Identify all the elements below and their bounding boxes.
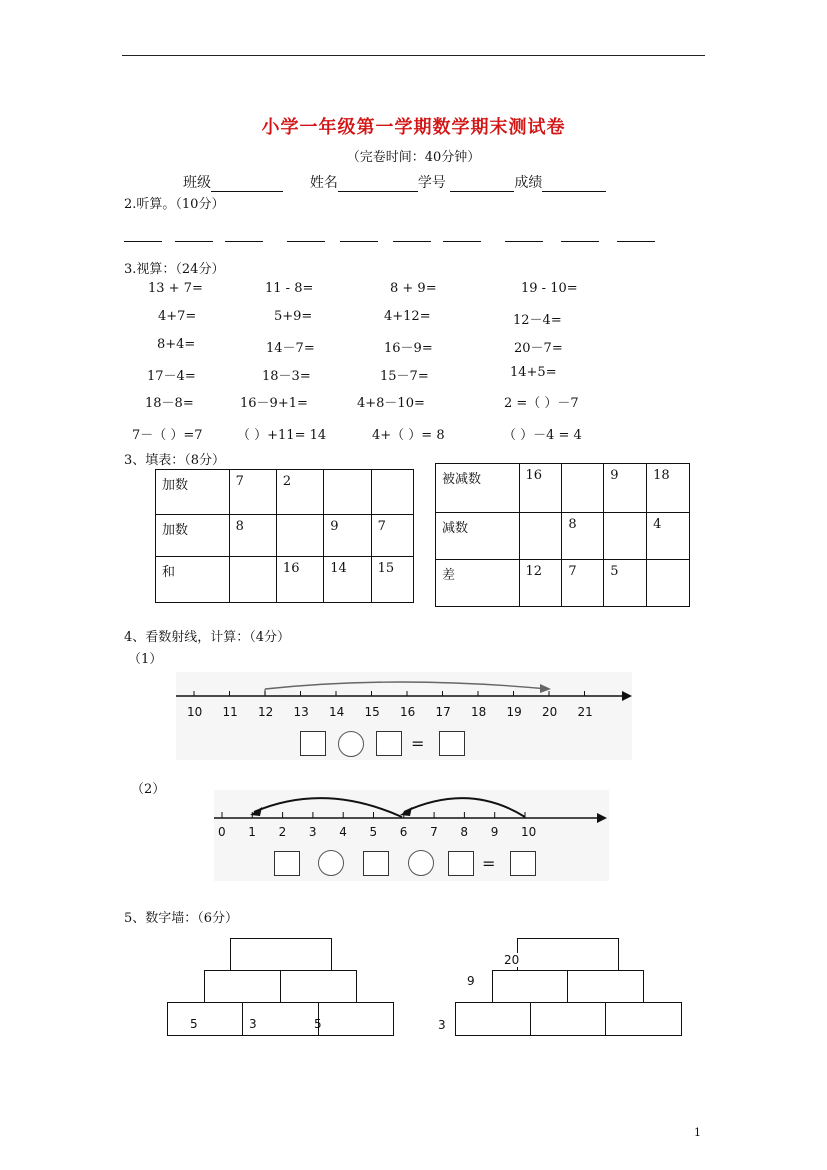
table-cell: 15	[371, 557, 413, 603]
student-info-line	[183, 172, 606, 192]
subtraction-table	[435, 463, 690, 607]
table-cell: 16	[276, 557, 323, 603]
equals-sign: =	[482, 854, 496, 873]
tick-label: 6	[399, 825, 408, 839]
wall-number: 3	[249, 1017, 257, 1031]
tick-label: 20	[542, 705, 558, 719]
table-cell: 和	[156, 557, 230, 603]
score-field[interactable]	[542, 178, 606, 192]
problem: （ ）－4 = 4	[503, 428, 582, 443]
table-cell: 9	[324, 515, 371, 557]
problem: 12－4=	[513, 313, 562, 328]
tick-label: 12	[258, 705, 274, 719]
operator-circle[interactable]	[338, 731, 364, 757]
answer-blank[interactable]	[505, 241, 543, 242]
answer-box[interactable]	[448, 851, 474, 876]
problem: 19 - 10=	[521, 281, 578, 296]
table-cell: 加数	[156, 515, 230, 557]
problem: 8 + 9=	[390, 281, 437, 296]
answer-blank[interactable]	[617, 241, 655, 242]
tick-label: 1	[248, 825, 256, 839]
wall-brick[interactable]	[530, 1002, 607, 1036]
tick-label: 15	[364, 705, 380, 719]
answer-box[interactable]	[510, 851, 536, 876]
tick-label: 21	[577, 705, 593, 719]
tick-label: 11	[222, 705, 238, 719]
problem: 14+5=	[510, 365, 557, 380]
problem: 4+8－10=	[357, 396, 425, 411]
tick-label: 9	[490, 825, 499, 839]
problem: 18－8=	[145, 396, 194, 411]
wall-brick-top	[517, 938, 619, 971]
answer-box[interactable]	[363, 851, 389, 876]
wall-brick[interactable]	[567, 970, 644, 1003]
tick-label: 13	[293, 705, 309, 719]
wall-brick	[318, 1002, 394, 1036]
table-cell: 12	[519, 560, 562, 607]
problem: 7－（ ）=7	[132, 428, 203, 443]
tick-label: 14	[329, 705, 345, 719]
table-cell: 减数	[436, 513, 520, 560]
tick-label: 10	[187, 705, 203, 719]
answer-blank[interactable]	[340, 241, 378, 242]
problem: 16－9+1=	[240, 396, 308, 411]
table-cell: 7	[229, 470, 276, 515]
header-rule	[122, 55, 705, 56]
id-field[interactable]	[450, 178, 514, 192]
table-cell: 9	[604, 464, 647, 513]
tick-label: 17	[435, 705, 451, 719]
section-heading-listening: 2.听算。（10分）	[124, 197, 225, 212]
id-label: 学号	[417, 175, 446, 191]
problem: 8+4=	[157, 337, 196, 352]
answer-box[interactable]	[274, 851, 300, 876]
table-cell-blank[interactable]	[276, 515, 323, 557]
answer-blank[interactable]	[175, 241, 213, 242]
section-heading-number-line: 4、看数射线，计算：（4分）	[124, 630, 291, 645]
problem: 17－4=	[147, 369, 196, 384]
wall-brick[interactable]	[280, 970, 357, 1003]
problem: 15－7=	[380, 369, 429, 384]
answer-box[interactable]	[439, 731, 465, 756]
number-line-2	[214, 790, 609, 850]
class-label: 班级	[183, 175, 211, 191]
answer-blank[interactable]	[225, 241, 263, 242]
wall-brick-top[interactable]	[230, 938, 332, 971]
tick-label: 18	[471, 705, 487, 719]
problem: 4+12=	[384, 309, 431, 324]
number-line-1	[176, 672, 632, 728]
operator-circle[interactable]	[318, 850, 344, 876]
problem: 11 - 8=	[265, 281, 314, 296]
part-label: （1）	[128, 652, 163, 667]
table-cell: 差	[436, 560, 520, 607]
operator-circle[interactable]	[408, 850, 434, 876]
wall-number: 5	[190, 1017, 198, 1031]
table-cell-blank[interactable]	[519, 513, 562, 560]
tick-label: 16	[400, 705, 416, 719]
table-cell: 7	[371, 515, 413, 557]
table-cell: 8	[229, 515, 276, 557]
table-cell-blank[interactable]	[604, 513, 647, 560]
section-heading-number-wall: 5、数字墙：（6分）	[124, 911, 239, 926]
wall-brick	[167, 1002, 243, 1036]
table-cell-blank[interactable]	[229, 557, 276, 603]
answer-blank[interactable]	[287, 241, 325, 242]
equals-sign: =	[411, 734, 425, 753]
table-cell: 8	[562, 513, 604, 560]
tick-label: 5	[369, 825, 378, 839]
tick-label: 8	[460, 825, 469, 839]
table-cell-blank[interactable]	[562, 464, 604, 513]
problem: 20－7=	[514, 341, 563, 356]
table-cell: 7	[562, 560, 604, 607]
table-cell-blank[interactable]	[324, 470, 371, 515]
tick-label: 3	[308, 825, 317, 839]
part-label: （2）	[131, 782, 166, 797]
wall-brick[interactable]	[605, 1002, 682, 1036]
tick-label: 0	[218, 825, 226, 839]
table-cell: 16	[519, 464, 562, 513]
answer-blank[interactable]	[561, 241, 599, 242]
table-cell: 5	[604, 560, 647, 607]
table-cell: 加数	[156, 470, 230, 515]
section-heading-mental: 3.视算：（24分）	[124, 262, 225, 277]
wall-number: 3	[438, 1018, 446, 1032]
addition-table	[155, 469, 414, 603]
table-cell-blank[interactable]	[647, 560, 690, 607]
name-label: 姓名	[309, 175, 338, 191]
answer-blank[interactable]	[124, 241, 162, 242]
answer-blank[interactable]	[443, 241, 481, 242]
wall-number: 9	[467, 974, 475, 988]
problem: 16－9=	[384, 341, 433, 356]
problem: （ ）+11= 14	[237, 428, 327, 443]
score-label: 成绩	[514, 175, 543, 191]
table-cell: 被减数	[436, 464, 520, 513]
class-field[interactable]	[211, 178, 283, 192]
problem: 18－3=	[262, 369, 311, 384]
problem: 4+7=	[158, 309, 197, 324]
section-heading-tables: 3、填表：（8分）	[124, 453, 226, 468]
tick-label: 10	[521, 825, 537, 839]
table-cell-blank[interactable]	[371, 470, 413, 515]
answer-box[interactable]	[376, 731, 402, 756]
problem: 13 + 7=	[148, 281, 203, 296]
page-title: 小学一年级第一学期数学期末测试卷	[261, 117, 566, 138]
table-cell: 14	[324, 557, 371, 603]
wall-number: 5	[314, 1017, 322, 1031]
problem: 14－7=	[266, 341, 315, 356]
answer-box[interactable]	[300, 731, 326, 756]
problem: 2 =（ ）－7	[504, 396, 579, 411]
wall-brick[interactable]	[204, 970, 281, 1003]
page-number: 1	[694, 1126, 701, 1139]
table-cell: 2	[276, 470, 323, 515]
problem: 5+9=	[274, 309, 313, 324]
problem: 4+（ ）= 8	[372, 428, 445, 443]
tick-label: 7	[430, 825, 438, 839]
wall-brick	[455, 1002, 532, 1036]
name-field[interactable]	[338, 178, 418, 192]
table-cell: 4	[647, 513, 690, 560]
tick-label: 19	[506, 705, 522, 719]
page-subtitle: （完卷时间：40分钟）	[346, 150, 481, 165]
wall-brick	[492, 970, 569, 1003]
answer-blank[interactable]	[393, 241, 431, 242]
wall-number: 20	[504, 953, 520, 967]
table-cell: 18	[647, 464, 690, 513]
tick-label: 4	[339, 825, 347, 839]
tick-label: 2	[278, 825, 287, 839]
